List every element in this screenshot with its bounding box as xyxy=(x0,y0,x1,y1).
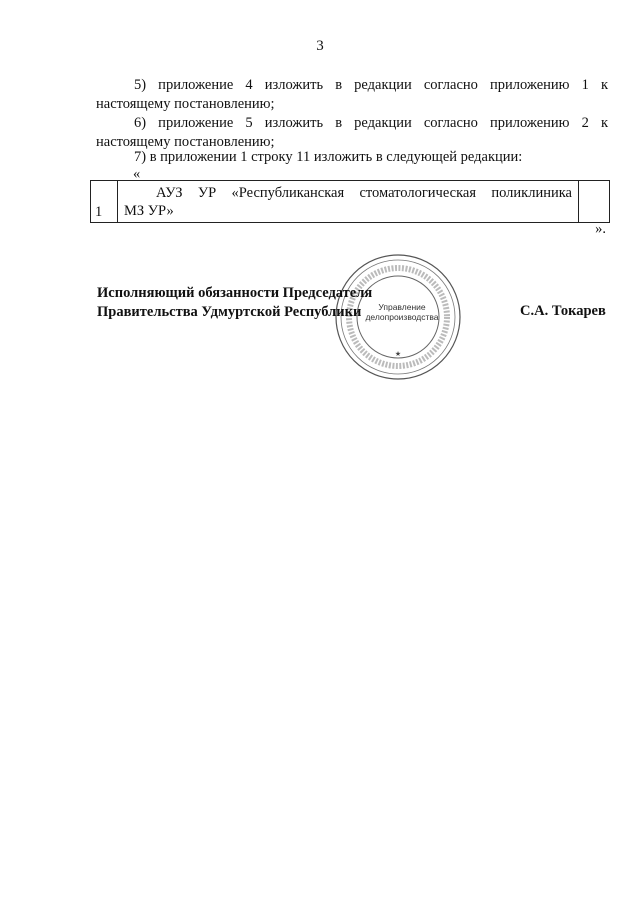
item-6-line2: настоящему постановлению; xyxy=(96,134,275,150)
row-number-cell: 1 xyxy=(91,181,118,223)
empty-cell xyxy=(579,181,610,223)
page-number: 3 xyxy=(316,38,324,54)
amended-row-table xyxy=(90,180,610,223)
organization-name-line2: МЗ УР» xyxy=(124,203,174,219)
item-5-line1: 5) приложение 4 изложить в редакции согласно приложению 1 к xyxy=(134,77,608,93)
item-7: 7) в приложении 1 строку 11 изложить в следующей редакции: xyxy=(134,149,523,165)
item-5-line2: настоящему постановлению; xyxy=(96,96,275,112)
signatory-name: С.А. Токарев xyxy=(520,303,606,319)
organization-name-line1: АУЗ УР «Республиканская стоматологическая поликлиника xyxy=(156,185,572,201)
signatory-position-line2: Правительства Удмуртской Республики xyxy=(97,304,362,320)
organization-name-cell xyxy=(118,181,579,223)
stamp-text-line2: делопроизводства xyxy=(365,312,439,322)
signatory-position-line1: Исполняющий обязанности Председателя xyxy=(97,285,373,301)
stamp-text-line1: Управление xyxy=(378,302,426,312)
stamp-star-icon: ★ xyxy=(394,351,402,358)
signatory-position xyxy=(97,284,372,322)
open-quote: « xyxy=(133,166,141,182)
close-quote: ». xyxy=(595,221,606,237)
table-row xyxy=(91,181,610,223)
item-6-line1: 6) приложение 5 изложить в редакции согласно приложению 2 к xyxy=(134,115,608,131)
